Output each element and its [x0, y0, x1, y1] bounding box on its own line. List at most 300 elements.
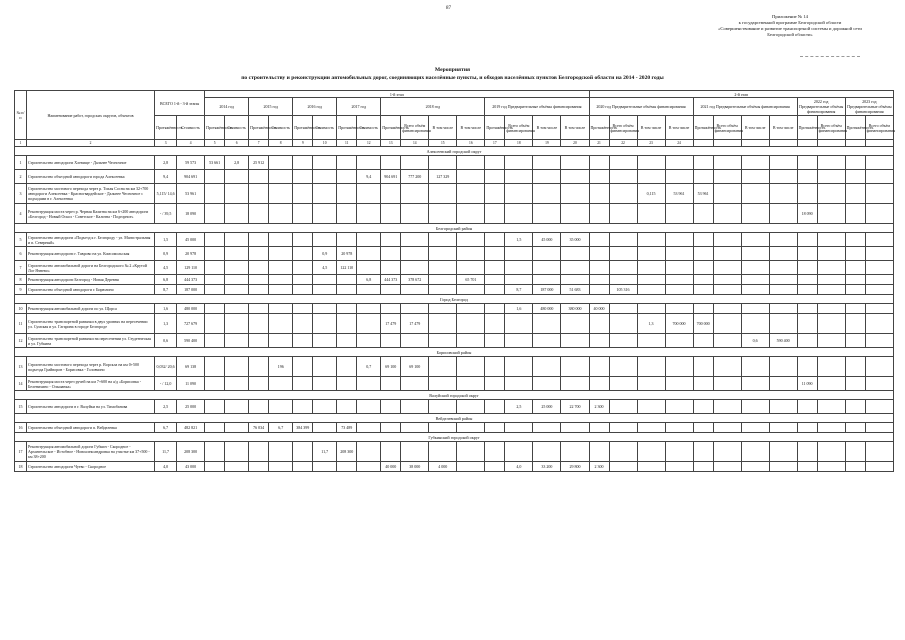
value-cell: [313, 170, 337, 184]
value-cell: [769, 442, 797, 462]
value-cell: [741, 377, 769, 391]
value-cell: [865, 423, 893, 433]
value-cell: 20 978: [177, 247, 205, 261]
value-cell: 22 700: [561, 400, 589, 414]
value-cell: [457, 184, 485, 204]
value-cell: 33 200: [533, 462, 561, 472]
value-cell: [429, 423, 457, 433]
row-number: 17: [15, 442, 27, 462]
value-cell: [693, 377, 713, 391]
row-number: 8: [15, 275, 27, 285]
value-cell: [249, 285, 269, 295]
subheader-cell: В том числе: [561, 116, 589, 140]
value-cell: [817, 170, 845, 184]
value-cell: [429, 285, 457, 295]
value-cell: [429, 357, 457, 377]
value-cell: [313, 377, 337, 391]
value-cell: [693, 442, 713, 462]
value-cell: 1,5: [505, 233, 533, 247]
value-cell: [505, 357, 533, 377]
value-cell: [337, 304, 357, 314]
value-cell: [769, 156, 797, 170]
handwritten-mark: [800, 56, 860, 57]
subheader-cell: Протяжённость: [485, 116, 505, 140]
value-cell: [845, 423, 865, 433]
value-cell: 18 090: [177, 204, 205, 224]
value-cell: [665, 423, 693, 433]
value-cell: [205, 233, 225, 247]
table-row: [15, 423, 894, 433]
value-cell: [485, 314, 505, 334]
value-cell: [637, 334, 665, 348]
value-cell: [713, 400, 741, 414]
value-cell: [713, 233, 741, 247]
value-cell: [505, 377, 533, 391]
value-cell: [269, 261, 293, 275]
value-cell: [401, 247, 429, 261]
value-cell: [381, 442, 401, 462]
value-cell: [429, 204, 457, 224]
value-cell: [865, 314, 893, 334]
value-cell: 6,8: [357, 275, 381, 285]
value-cell: [741, 314, 769, 334]
document-title: [200, 66, 705, 82]
value-cell: [609, 233, 637, 247]
value-cell: [817, 285, 845, 295]
value-cell: [817, 462, 845, 472]
value-cell: 17 479: [401, 314, 429, 334]
value-cell: [665, 233, 693, 247]
value-cell: [205, 334, 225, 348]
table-row: [15, 377, 894, 391]
value-cell: [713, 377, 741, 391]
value-cell: 384 399: [293, 423, 313, 433]
value-cell: 700 000: [665, 314, 693, 334]
value-cell: [337, 314, 357, 334]
value-cell: - / 12,0: [155, 377, 177, 391]
value-cell: 129 110: [177, 261, 205, 275]
value-cell: 208 300: [337, 442, 357, 462]
value-cell: [249, 442, 269, 462]
value-cell: [769, 170, 797, 184]
value-cell: [797, 285, 817, 295]
subheader-cell: В том числе: [769, 116, 797, 140]
value-cell: [357, 334, 381, 348]
appendix-block: [690, 14, 890, 38]
value-cell: 73 489: [337, 423, 357, 433]
value-cell: [401, 204, 429, 224]
value-cell: 4 000: [429, 462, 457, 472]
value-cell: 904 691: [177, 170, 205, 184]
value-cell: [457, 261, 485, 275]
value-cell: [741, 285, 769, 295]
value-cell: [269, 304, 293, 314]
value-cell: [797, 334, 817, 348]
value-cell: [485, 357, 505, 377]
value-cell: 2,5: [505, 400, 533, 414]
column-number: 21: [589, 140, 609, 147]
title-subheading: по строительству и реконструкции автомобильных дорог, соединяющих населённые пункты, и обходов населённых пунктов Белгородской области на 2014 - 2020 годы: [241, 75, 664, 81]
value-cell: [269, 442, 293, 462]
value-cell: [225, 357, 249, 377]
value-cell: [637, 261, 665, 275]
value-cell: 11 090: [177, 377, 205, 391]
subheader-cell: Стоимость: [177, 116, 205, 140]
column-number: 9: [293, 140, 313, 147]
value-cell: [505, 247, 533, 261]
value-cell: [457, 357, 485, 377]
object-name: Строительство автомобильной дороги на Белгородского № 2 «Крутой Лог Ячнево»: [27, 261, 155, 275]
table-row: [15, 275, 894, 285]
value-cell: [865, 170, 893, 184]
value-cell: 0,032/ 20,6: [155, 357, 177, 377]
value-cell: [533, 442, 561, 462]
value-cell: 105 316: [609, 285, 637, 295]
value-cell: [609, 377, 637, 391]
appendix-line: «Совершенствование и развитие транспортной системы и дорожной сети: [718, 26, 862, 31]
value-cell: 208 300: [177, 442, 205, 462]
value-cell: 187 000: [177, 285, 205, 295]
value-cell: [845, 314, 865, 334]
value-cell: [665, 442, 693, 462]
table-row: [15, 247, 894, 261]
section-title: Борисовский район: [15, 348, 894, 357]
section-title: Город Белгород: [15, 295, 894, 304]
value-cell: 2 300: [589, 462, 609, 472]
subheader-cell: Стоимость: [225, 116, 249, 140]
value-cell: [817, 156, 845, 170]
value-cell: [381, 334, 401, 348]
year-2014-header: 2014 год: [205, 98, 249, 116]
value-cell: [401, 261, 429, 275]
value-cell: [357, 442, 381, 462]
value-cell: [269, 275, 293, 285]
value-cell: [505, 184, 533, 204]
value-cell: [713, 462, 741, 472]
value-cell: [589, 285, 609, 295]
row-number: 10: [15, 304, 27, 314]
value-cell: [485, 334, 505, 348]
value-cell: [845, 304, 865, 314]
value-cell: [741, 275, 769, 285]
column-number: [713, 140, 741, 147]
value-cell: [485, 285, 505, 295]
measures-table: [14, 90, 894, 472]
value-cell: [637, 357, 665, 377]
value-cell: [665, 400, 693, 414]
value-cell: [293, 170, 313, 184]
subheader-cell: В том числе: [637, 116, 665, 140]
value-cell: [561, 423, 589, 433]
value-cell: [357, 462, 381, 472]
page-number: 87: [446, 6, 451, 11]
value-cell: [457, 304, 485, 314]
value-cell: [589, 377, 609, 391]
value-cell: [485, 170, 505, 184]
value-cell: [293, 184, 313, 204]
value-cell: [637, 423, 665, 433]
value-cell: [609, 334, 637, 348]
value-cell: [865, 275, 893, 285]
value-cell: 51 683: [561, 285, 589, 295]
value-cell: 590 400: [769, 334, 797, 348]
value-cell: [769, 204, 797, 224]
value-cell: [865, 261, 893, 275]
value-cell: [637, 156, 665, 170]
value-cell: [249, 314, 269, 334]
value-cell: [589, 156, 609, 170]
value-cell: 380 000: [561, 304, 589, 314]
value-cell: [665, 170, 693, 184]
value-cell: [817, 204, 845, 224]
value-cell: [205, 184, 225, 204]
value-cell: [313, 275, 337, 285]
value-cell: 0,115: [637, 184, 665, 204]
value-cell: [637, 247, 665, 261]
value-cell: [609, 400, 637, 414]
value-cell: [381, 156, 401, 170]
value-cell: [665, 247, 693, 261]
value-cell: [205, 204, 225, 224]
value-cell: [457, 377, 485, 391]
subheader-cell: В том числе: [429, 116, 457, 140]
value-cell: [637, 285, 665, 295]
value-cell: [205, 285, 225, 295]
value-cell: 5,115/ 14,6: [155, 184, 177, 204]
value-cell: [797, 304, 817, 314]
subheader-cell: Протяжённость: [589, 116, 609, 140]
value-cell: [249, 247, 269, 261]
value-cell: [429, 304, 457, 314]
value-cell: [769, 261, 797, 275]
value-cell: 378 672: [401, 275, 429, 285]
object-name: Строительство автодороги «Подъезд к г. Белгороду - ул. Магистральная и п. Северный»: [27, 233, 155, 247]
value-cell: [693, 285, 713, 295]
value-cell: [429, 400, 457, 414]
value-cell: [357, 377, 381, 391]
value-cell: [589, 204, 609, 224]
value-cell: [561, 357, 589, 377]
col-total-header: ВСЕГО 1-й - 3-й этапы: [155, 91, 205, 116]
value-cell: [505, 442, 533, 462]
value-cell: [401, 156, 429, 170]
row-number: 15: [15, 400, 27, 414]
value-cell: 53 961: [177, 184, 205, 204]
value-cell: [337, 462, 357, 472]
value-cell: [429, 275, 457, 285]
value-cell: 700 000: [693, 314, 713, 334]
value-cell: [429, 184, 457, 204]
value-cell: [485, 442, 505, 462]
value-cell: [505, 314, 533, 334]
year-2023-header: 2023 год Предварительные объёмы финансирования: [847, 99, 892, 114]
value-cell: 9,4: [357, 170, 381, 184]
value-cell: 69 100: [381, 357, 401, 377]
value-cell: [269, 285, 293, 295]
value-cell: [357, 204, 381, 224]
value-cell: [313, 334, 337, 348]
value-cell: [797, 400, 817, 414]
value-cell: [249, 377, 269, 391]
value-cell: [381, 285, 401, 295]
value-cell: [797, 233, 817, 247]
value-cell: [533, 377, 561, 391]
value-cell: 25 000: [177, 400, 205, 414]
value-cell: 482 821: [177, 423, 205, 433]
value-cell: [845, 334, 865, 348]
subheader-cell: Протяжённость: [693, 116, 713, 140]
value-cell: [457, 442, 485, 462]
value-cell: [313, 314, 337, 334]
value-cell: [225, 423, 249, 433]
value-cell: [865, 442, 893, 462]
value-cell: [429, 314, 457, 334]
value-cell: [665, 304, 693, 314]
value-cell: [797, 261, 817, 275]
value-cell: [865, 184, 893, 204]
value-cell: [609, 423, 637, 433]
value-cell: [205, 314, 225, 334]
object-name: Строительство мостового перехода через р. Ворскла на км 0+500 подъезда Грайворон - Борисовка - Головчино: [27, 357, 155, 377]
subheader-cell: Протяжённость: [293, 116, 313, 140]
value-cell: 904 691: [381, 170, 401, 184]
value-cell: [485, 377, 505, 391]
value-cell: [609, 247, 637, 261]
value-cell: [797, 423, 817, 433]
value-cell: [293, 400, 313, 414]
object-name: Строительство транспортной развязки в двух уровнях на пересечении ул. Сумская и ул. Гагарина в городе Белгороде: [27, 314, 155, 334]
value-cell: [609, 314, 637, 334]
value-cell: 480 000: [177, 304, 205, 314]
value-cell: [845, 156, 865, 170]
value-cell: [741, 204, 769, 224]
value-cell: [741, 247, 769, 261]
value-cell: [693, 261, 713, 275]
value-cell: [769, 377, 797, 391]
object-name: Реконструкция автодороги Белгород - Новая Деревня: [27, 275, 155, 285]
value-cell: [561, 247, 589, 261]
value-cell: [609, 170, 637, 184]
value-cell: [485, 156, 505, 170]
value-cell: [381, 233, 401, 247]
value-cell: 25 000: [533, 400, 561, 414]
value-cell: [457, 204, 485, 224]
value-cell: [505, 334, 533, 348]
value-cell: [429, 334, 457, 348]
value-cell: [293, 442, 313, 462]
value-cell: [337, 156, 357, 170]
column-number: 20: [561, 140, 589, 147]
value-cell: [401, 184, 429, 204]
value-cell: [817, 423, 845, 433]
value-cell: [401, 304, 429, 314]
subheader-cell: Протяжённость: [381, 116, 401, 140]
column-number: 10: [313, 140, 337, 147]
value-cell: [457, 233, 485, 247]
value-cell: [249, 400, 269, 414]
value-cell: [741, 261, 769, 275]
value-cell: [665, 261, 693, 275]
column-number: 8: [269, 140, 293, 147]
value-cell: [865, 334, 893, 348]
year-2017-header: 2017 год: [337, 98, 381, 116]
value-cell: [769, 285, 797, 295]
value-cell: 9,4: [155, 170, 177, 184]
table-row: [15, 304, 894, 314]
value-cell: 6,7: [155, 423, 177, 433]
value-cell: [817, 275, 845, 285]
value-cell: [637, 233, 665, 247]
value-cell: [357, 156, 381, 170]
value-cell: [485, 261, 505, 275]
value-cell: [401, 285, 429, 295]
value-cell: [589, 261, 609, 275]
value-cell: [337, 400, 357, 414]
subheader-cell: Всего объём финансирования: [505, 116, 533, 140]
table-row: [15, 261, 894, 275]
value-cell: [845, 184, 865, 204]
value-cell: [865, 377, 893, 391]
value-cell: [817, 334, 845, 348]
value-cell: [741, 184, 769, 204]
value-cell: [665, 275, 693, 285]
col-num-header: № п/п: [15, 91, 27, 140]
value-cell: [485, 204, 505, 224]
value-cell: [381, 304, 401, 314]
value-cell: 6,8: [155, 275, 177, 285]
value-cell: [429, 377, 457, 391]
row-number: 5: [15, 233, 27, 247]
value-cell: [357, 261, 381, 275]
value-cell: [457, 334, 485, 348]
value-cell: [457, 423, 485, 433]
value-cell: [357, 247, 381, 261]
value-cell: [533, 247, 561, 261]
value-cell: [817, 357, 845, 377]
value-cell: [293, 261, 313, 275]
value-cell: [845, 400, 865, 414]
value-cell: [293, 314, 313, 334]
value-cell: [313, 357, 337, 377]
value-cell: [713, 247, 741, 261]
value-cell: [665, 462, 693, 472]
value-cell: [561, 275, 589, 285]
value-cell: [293, 275, 313, 285]
value-cell: [769, 462, 797, 472]
object-name: Строительство мостового перехода через р. Тихая Сосна на км 32+700 автодороги Алексеевка - Красногвардейское - Дальнее Чесночное с подходами в г. Алексеевка: [27, 184, 155, 204]
row-number: 7: [15, 261, 27, 275]
value-cell: [293, 377, 313, 391]
value-cell: [357, 314, 381, 334]
value-cell: [225, 442, 249, 462]
value-cell: 76 034: [249, 423, 269, 433]
table-row: [15, 184, 894, 204]
value-cell: [589, 247, 609, 261]
value-cell: [637, 462, 665, 472]
value-cell: [401, 377, 429, 391]
column-number: 17: [485, 140, 505, 147]
value-cell: [589, 170, 609, 184]
value-cell: 53 961: [693, 184, 713, 204]
value-cell: [505, 170, 533, 184]
row-number: 1: [15, 156, 27, 170]
value-cell: [561, 377, 589, 391]
value-cell: [429, 156, 457, 170]
value-cell: [357, 233, 381, 247]
value-cell: [865, 400, 893, 414]
value-cell: [741, 442, 769, 462]
value-cell: [205, 442, 225, 462]
